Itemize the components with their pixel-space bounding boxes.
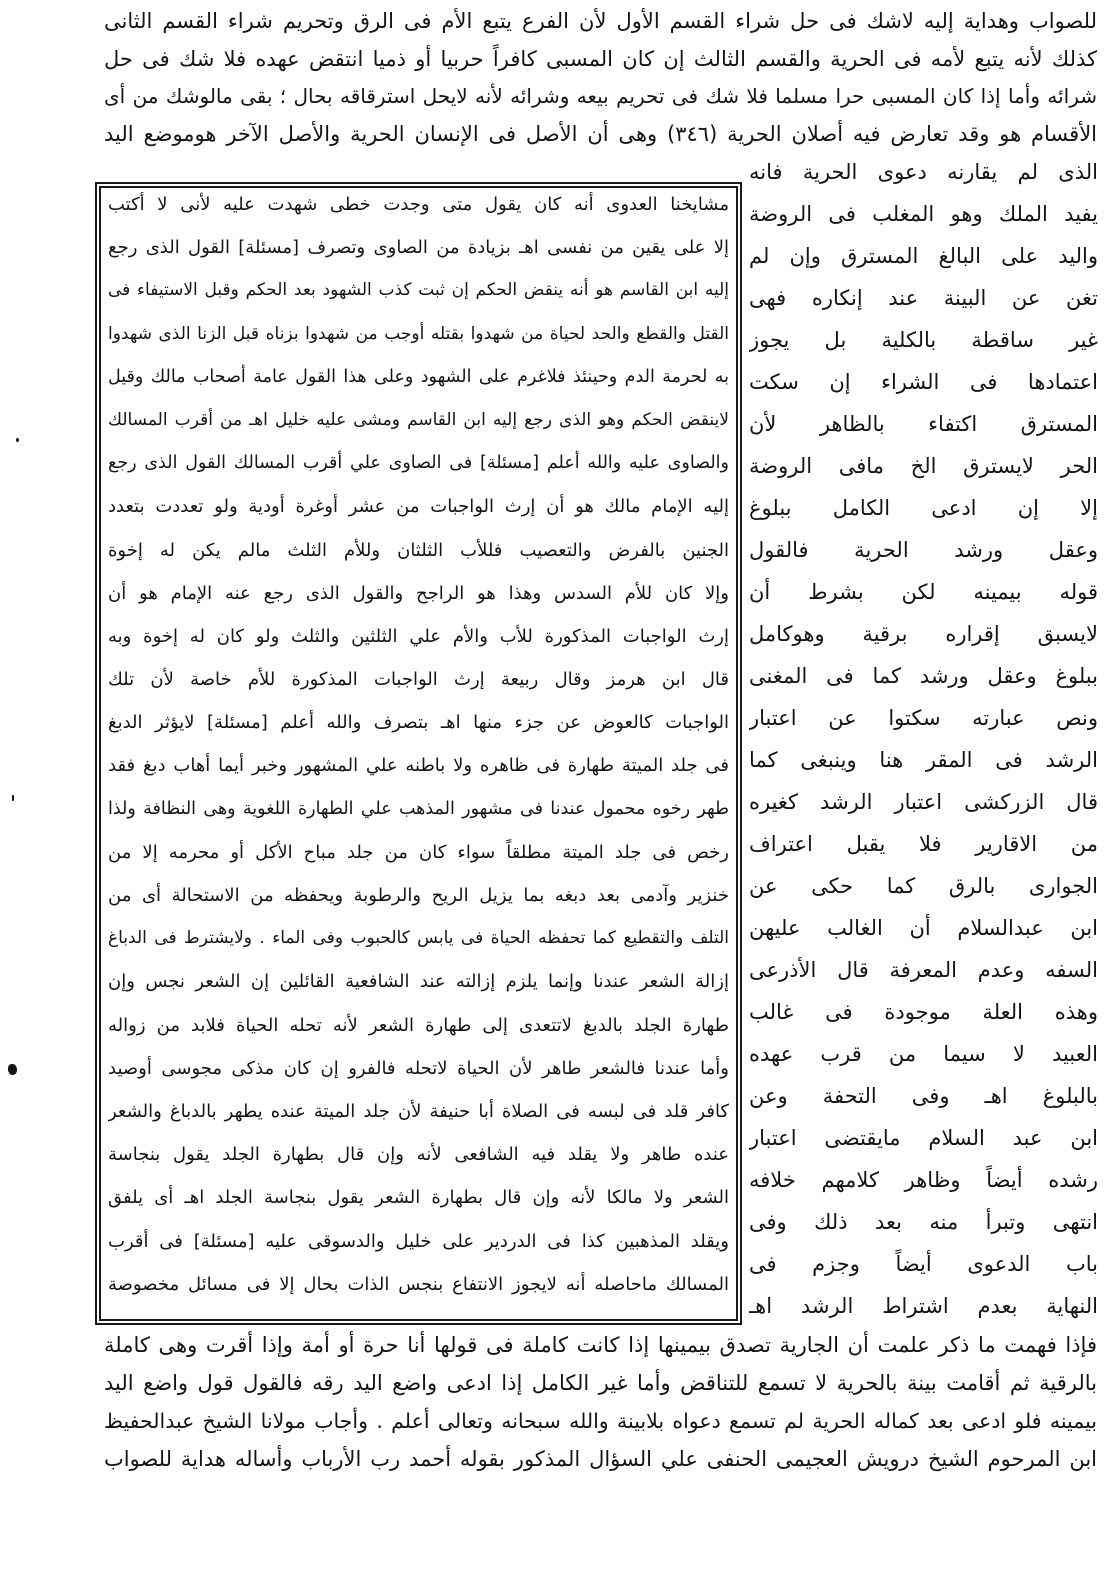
scan-speck <box>12 795 14 801</box>
side-column-line: غير ساقطة بالكلية بل يجوز <box>749 328 1098 352</box>
bottom-paragraph-line: بيمينه فلو ادعى بعد كماله الحرية لم تسمع دعواه بلابينة والله سبحانه وتعالى أعلم . وأجاب مولانا الشيخ عبدالحفيظ <box>104 1409 1097 1433</box>
side-column <box>749 151 1098 1327</box>
boxed-note-line: إلا على يقين من نفسى اهـ بزيادة من الصاوى وتصرف [مسئلة] القول الذى رجع <box>108 237 729 259</box>
side-column-line: قوله بيمينه لكن بشرط أن <box>749 580 1098 604</box>
side-column-line: باب الدعوى أيضاً وجزم فى <box>749 1252 1098 1276</box>
boxed-note-line: إليه الإمام مالك هو أن إرث الواجبات من عشر أوغرة أودية ولو تعددت بتعدد <box>108 496 729 518</box>
boxed-note-line: لاينقض الحكم وهو الذى رجع إليه ابن القاسم ومشى عليه خليل اهـ من أقرب المسالك <box>108 409 729 430</box>
side-column-line: ونص عبارته سكتوا عن اعتبار <box>749 706 1098 730</box>
boxed-note-line: التلف والتقطيع كما تحفظه الحياة فى يابس كالحبوب وفى الماء . ولايشترط فى الدباغ <box>108 928 729 949</box>
side-column-line: وعقل ورشد الحرية فالقول <box>749 538 1098 562</box>
boxed-note-line: إزالة الشعر عندنا وإنما يلزم إزالته عند الشافعية القائلين إن الشعر نجس وإن <box>108 971 729 993</box>
side-column-line: العبيد لا سيما من قرب عهده <box>749 1042 1098 1066</box>
side-column-line: الرشد فى المقر هنا وينبغى كما <box>749 748 1098 772</box>
boxed-note-line: ويقلد المذهبين كذا فى الدردير على خليل والدسوقى عليه [مسئلة] فى أقرب <box>108 1230 729 1252</box>
boxed-note-line: وأما عندنا فالشعر طاهر لأن الحياة لاتحله فالفرو إن كان مذكى مجوسى أوصيد <box>108 1057 729 1079</box>
boxed-note-line: إليه ابن القاسم هو أنه ينقض الحكم إن ثبت كذب الشهود بعد الحكم وقبل الاستيفاء فى <box>108 280 729 301</box>
boxed-note-line: المسالك ماحاصله أنه لايجوز الانتفاع بنجس الذات بحال إلا فى مسائل مخصوصة <box>108 1273 729 1295</box>
side-column-line: السفه وعدم المعرفة قال الأذرعى <box>749 958 1098 982</box>
boxed-note-line: فى جلد الميتة طهارة فى ظاهره ولا باطنه علي المشهور وخبر أيما أهاب دبغ فقد <box>108 755 729 777</box>
boxed-note-line: عنده طاهر ولا يقلد فيه الشافعى لأنه وإن قال بطهارة الجلد يقول بنجاسة <box>108 1144 729 1166</box>
boxed-note-frame <box>95 182 742 1325</box>
boxed-note-line: وإلا كان للأم السدس وهذا هو الراجح والقول الذى رجع عنه الإمام هو أن <box>108 582 729 604</box>
boxed-note-line: خنزير وآدمى بعد دبغه بما يزيل الريح والرطوبة ويحفظه من الاستحالة أى من <box>108 885 729 906</box>
boxed-note-line: قال ابن هرمز وقال ربيعة إرث الواجبات المذكورة للأم خاصة لأن تلك <box>108 669 729 691</box>
side-column-line: اعتمادها فى الشراء إن سكت <box>749 370 1098 394</box>
boxed-note-line: القتل والقطع والحد لحياة من شهدوا بقتله أوجب من شهدوا بزناه قبل الزنا الذى شهدوا <box>108 323 729 344</box>
side-column-line: النهاية بعدم اشتراط الرشد اهـ <box>749 1294 1098 1318</box>
top-paragraph-line: الأقسام هو وقد تعارض فيه أصلان الحرية (٣٤٦) وهى أن الأصل فى الإنسان الحرية والأصل الآخر هوموضع اليد <box>104 121 1097 146</box>
side-column-line: انتهى وتبرأ منه بعد ذلك وفى <box>749 1210 1098 1234</box>
side-column-line: تغن عن البينة عند إنكاره فهى <box>749 286 1098 310</box>
scan-speck <box>16 438 19 442</box>
boxed-note-line: رخص فى جلد الميتة مطلقاً سواء كان من جلد مباح الأكل أو محرمه إلا من <box>108 841 729 863</box>
bottom-paragraph-line: فإذا فهمت ما ذكر علمت أن الجارية تصدق بيمينها إذا كانت كاملة فى قولها أنا حرة أو أمة وإذا أقرت وهى كاملة <box>104 1333 1097 1357</box>
side-column-line: رشده أيضاً وظاهر كلامهم خلافه <box>749 1168 1098 1192</box>
bottom-paragraph-line: ابن المرحوم الشيخ درويش العجيمى الحنفى علي السؤال المذكور بقوله أحمد رب الأرباب وأساله هداية للصواب <box>104 1447 1097 1471</box>
side-column-line: المسترق اكتفاء بالظاهر لأن <box>749 412 1098 436</box>
bottom-paragraph <box>104 1326 1097 1478</box>
side-column-line: وهذه العلة موجودة فى غالب <box>749 1000 1098 1024</box>
side-column-line: الذى لم يقارنه دعوى الحرية فانه <box>749 160 1098 184</box>
boxed-note-line: الواجبات كالعوض عن جزء منها اهـ بتصرف والله أعلم [مسئلة] لايؤثر الدبغ <box>108 712 729 734</box>
boxed-note-line: والصاوى عليه والله أعلم [مسئلة] فى الصاوى علي أقرب المسالك القول الذى رجع <box>108 453 729 474</box>
side-column-line: إلا إن ادعى الكامل ببلوغ <box>749 496 1098 520</box>
side-column-line: ابن عبدالسلام أن الغالب عليهن <box>749 916 1098 940</box>
side-column-line: الجوارى بالرق كما حكى عن <box>749 874 1098 898</box>
boxed-note-line: طهر رخوه محمول عندنا فى مشهور المذهب علي الطهارة اللغوية وهى النظافة ولذا <box>108 798 729 819</box>
side-column-line: واليد على البالغ المسترق وإن لم <box>749 244 1098 268</box>
top-paragraph <box>104 3 1097 153</box>
boxed-note-line: مشايخنا العدوى أنه كان يقول متى وجدت خطى شهدت عليه لأنى لا أكتب <box>108 194 729 215</box>
boxed-note-line: الشعر ولا مالكا لأنه وإن قال بطهارة الشعر يقول بنجاسة الجلد اهـ أى يلفق <box>108 1187 729 1209</box>
boxed-note-line: الجنين بالفرض والتعصيب فللأب الثلثان وللأم الثلث مالم يكن له إخوة <box>108 539 729 561</box>
bottom-paragraph-line: بالرقية ثم أقامت بينة بالحرية لا تسمع للتناقض وأما غير الكامل إذا ادعى واضع اليد رقه فالقول قول واضع اليد <box>104 1371 1097 1395</box>
side-column-line: من الاقارير فلا يقبل اعتراف <box>749 832 1098 856</box>
boxed-note-line: به لحرمة الدم وحينئذ فلاغرم على الشهود وعلى هذا القول عامة أصحاب مالك وقيل <box>108 366 729 387</box>
boxed-note <box>108 183 729 1306</box>
side-column-line: ابن عبد السلام مايقتضى اعتبار <box>749 1126 1098 1150</box>
side-column-line: يفيد الملك وهو المغلب فى الروضة <box>749 202 1098 226</box>
top-paragraph-line: كذلك لأنه يتبع لأمه فى الحرية والقسم الثالث إن كان المسبى كافراً حربيا أو ذميا انتقض عهده فلا شك فى حل <box>104 46 1097 71</box>
side-column-line: لايسبق إقراره برقية وهوكامل <box>749 622 1098 646</box>
scan-speck <box>8 1064 17 1075</box>
side-column-line: قال الزركشى اعتبار الرشد كغيره <box>749 790 1098 814</box>
side-column-line: الحر لايسترق الخ مافى الروضة <box>749 454 1098 478</box>
side-column-line: ببلوغ وعقل ورشد كما فى المغنى <box>749 664 1098 688</box>
side-column-line: بالبلوغ اهـ وفى التحفة وعن <box>749 1084 1098 1108</box>
top-paragraph-line: شرائه وأما إذا كان المسبى حرا مسلما فلا شك فى تحريم بيعه وشرائه لأنه لايحل استرقاقه بحال ؛ بقى مالوشك من أى <box>104 84 1097 108</box>
boxed-note-line: طهارة الجلد بالدبغ لاتتعدى إلى طهارة الشعر لأنه تحله الحياة فلابد من زواله <box>108 1014 729 1036</box>
boxed-note-line: إرث الواجبات المذكورة للأب والأم علي الثلثين والثلث ولو كان له إخوة وبه <box>108 625 729 647</box>
boxed-note-line: كافر قلد فى لبسه فى الصلاة أبا حنيفة لأن جلد الميتة عنده يطهر بالدباغ والشعر <box>108 1100 729 1122</box>
top-paragraph-line: للصواب وهداية إليه لاشك فى حل شراء القسم الأول لأن الفرع يتبع الأم فى الرق وتحريم شراء القسم الثانى <box>104 9 1097 33</box>
